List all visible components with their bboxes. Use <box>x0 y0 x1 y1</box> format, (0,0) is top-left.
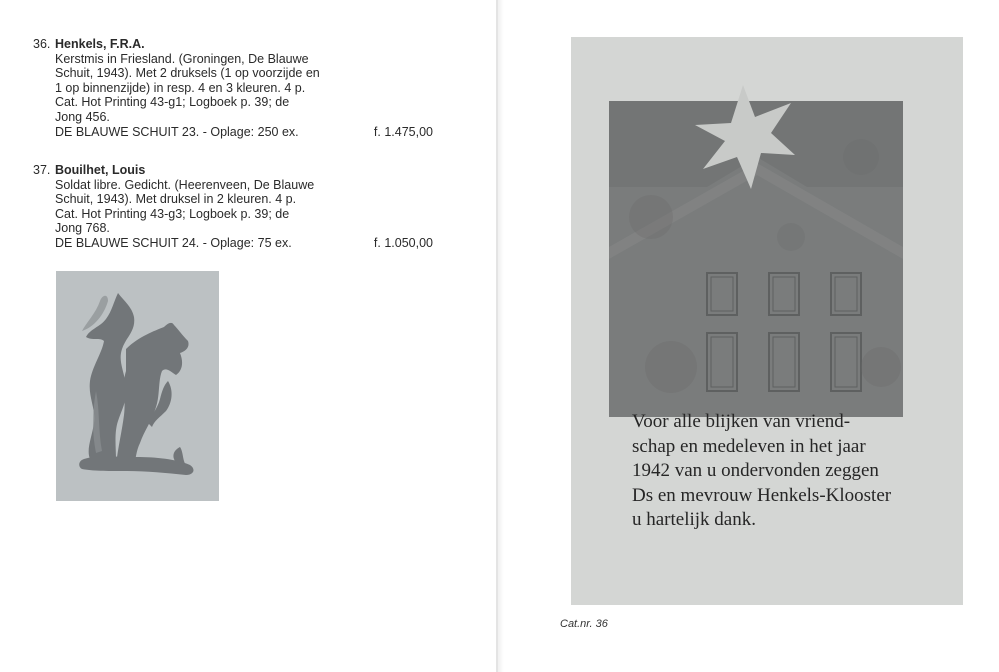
entry-body <box>55 37 433 139</box>
greeting-line: schap en medeleven in het jaar <box>632 435 866 457</box>
entry-line: Cat. Hot Printing 43-g1; Logboek p. 39; de <box>55 95 290 110</box>
entry-number: 37. <box>33 163 51 177</box>
entry-line: Kerstmis in Friesland. (Groningen, De Blauwe <box>55 51 309 66</box>
entry-series: DE BLAUWE SCHUIT 24. - Oplage: 75 ex. <box>55 235 292 250</box>
entry-price: f. 1.050,00 <box>373 235 433 250</box>
figure-print-illustration <box>56 271 219 501</box>
entry-price: f. 1.475,00 <box>373 124 433 139</box>
entry-number: 36. <box>33 37 51 51</box>
greeting-line: Voor alle blijken van vriend- <box>632 411 851 432</box>
greeting-line: 1942 van u ondervonden zeggen <box>632 460 879 481</box>
silhouette-figure-image <box>56 271 219 501</box>
greeting-text <box>632 410 952 533</box>
entry-line: Schuit, 1943). Met 2 druksels (1 op voorzijde en <box>55 66 320 81</box>
entry-line: Schuit, 1943). Met druksel in 2 kleuren. 4 p. <box>55 192 297 207</box>
figure-caption: Cat.nr. 36 <box>560 618 608 630</box>
entry-line: Cat. Hot Printing 43-g3; Logboek p. 39; de <box>55 206 290 221</box>
entry-line: Soldat libre. Gedicht. (Heerenveen, De Blauwe <box>55 177 315 192</box>
entry-line: Jong 768. <box>55 221 110 236</box>
entry-line: Jong 456. <box>55 109 110 124</box>
entry-body <box>55 163 433 251</box>
entry-series-line <box>55 236 433 251</box>
greeting-line: u hartelijk dank. <box>632 509 756 530</box>
entry-heading: Bouilhet, Louis <box>55 163 146 177</box>
entry-heading: Henkels, F.R.A. <box>55 37 145 51</box>
gutter-shadow <box>498 0 504 672</box>
entry-series: DE BLAUWE SCHUIT 23. - Oplage: 250 ex. <box>55 124 299 139</box>
entry-line: 1 op binnenzijde) in resp. 4 en 3 kleuren. 4 p. <box>55 80 306 95</box>
greeting-line: Ds en mevrouw Henkels-Klooster <box>632 484 892 506</box>
entry-series-line <box>55 125 433 140</box>
